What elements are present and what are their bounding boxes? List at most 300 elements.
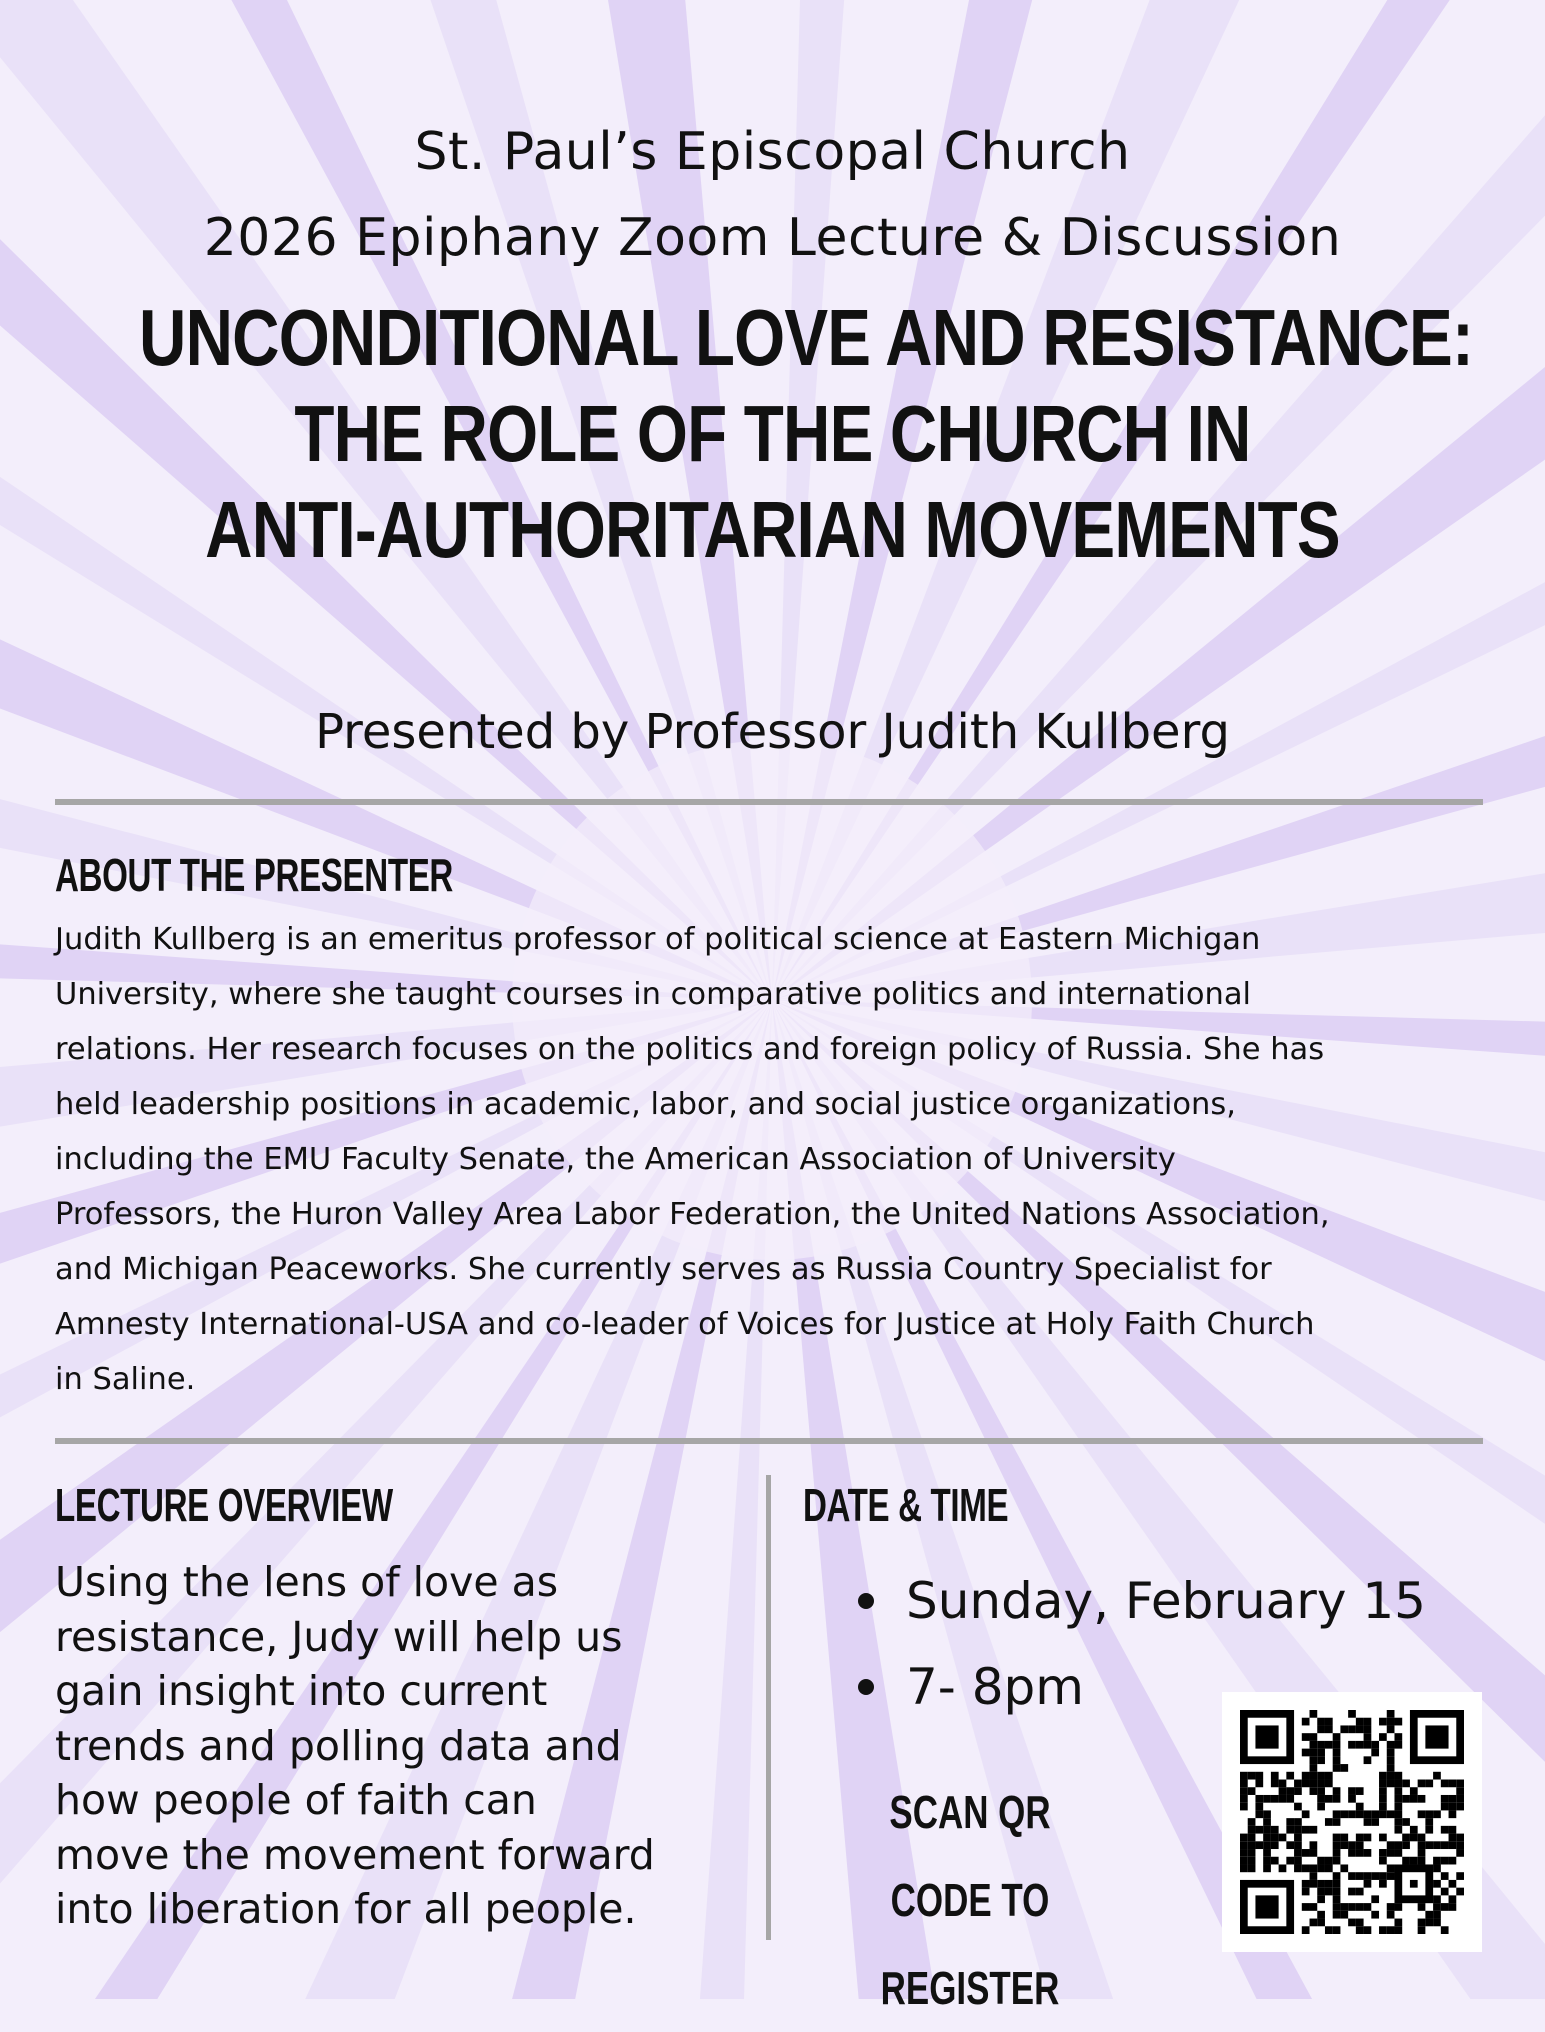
qr-module [1364,1926,1372,1934]
qr-module [1310,1880,1318,1888]
qr-module [1248,1818,1256,1826]
qr-module [1333,1926,1341,1934]
qr-module [1449,1857,1457,1865]
qr-module [1348,1810,1356,1818]
qr-module [1263,1826,1271,1834]
qr-module [1294,1841,1302,1849]
qr-module [1348,1919,1356,1927]
qr-module [1387,1718,1395,1726]
qr-module [1425,1780,1433,1788]
bio-line: held leadership positions in academic, labor, and social justice organizations, [55,1087,1236,1122]
register-instructions [839,1768,1102,2032]
qr-module [1394,1810,1402,1818]
qr-module [1394,1903,1402,1911]
qr-module [1387,1841,1395,1849]
qr-module [1279,1864,1287,1872]
qr-module [1356,1810,1364,1818]
qr-module [1271,1826,1279,1834]
qr-module [1340,1725,1348,1733]
qr-module [1371,1911,1379,1919]
qr-module [1317,1803,1325,1811]
qr-module [1271,1772,1279,1780]
qr-module [1356,1919,1364,1927]
qr-module [1271,1834,1279,1842]
qr-module [1263,1810,1271,1818]
qr-module [1340,1841,1348,1849]
qr-module [1240,1780,1248,1788]
bio-line: and Michigan Peaceworks. She currently serves as Russia Country Specialist for [55,1252,1272,1287]
qr-module [1387,1872,1395,1880]
qr-module [1418,1919,1426,1927]
qr-module [1402,1841,1410,1849]
qr-module [1340,1864,1348,1872]
qr-module [1410,1795,1418,1803]
qr-module [1255,1780,1263,1788]
qr-module [1425,1725,1448,1748]
qr-module [1240,1864,1248,1872]
bio-line: Judith Kullberg is an emeritus professor of political science at Eastern Michigan [55,922,1261,957]
qr-module [1425,1919,1433,1927]
qr-code-icon [1240,1710,1464,1934]
qr-module [1310,1903,1318,1911]
qr-module [1371,1895,1379,1903]
qr-module [1333,1749,1341,1757]
qr-module [1394,1919,1402,1927]
qr-module [1433,1864,1441,1872]
qr-module [1302,1864,1310,1872]
qr-module [1356,1872,1364,1880]
qr-module [1441,1903,1449,1911]
qr-module [1302,1733,1310,1741]
qr-module [1325,1741,1333,1749]
qr-module [1348,1787,1356,1795]
register-line-2: REGISTER [880,1962,1060,2014]
qr-module [1394,1818,1402,1826]
qr-module [1325,1718,1333,1726]
qr-module [1248,1772,1256,1780]
qr-module [1364,1880,1372,1888]
qr-module [1255,1895,1278,1918]
qr-module [1371,1810,1379,1818]
qr-module [1394,1803,1402,1811]
qr-module [1286,1841,1294,1849]
bio-line: Professors, the Huron Valley Area Labor Federation, the United Nations Association, [55,1197,1330,1232]
qr-module [1240,1857,1248,1865]
qr-module [1279,1834,1287,1842]
title-line-3: ANTI-AUTHORITARIAN MOVEMENTS [205,485,1340,574]
qr-module [1441,1857,1449,1865]
qr-module [1317,1895,1325,1903]
qr-module [1441,1826,1449,1834]
qr-module [1356,1903,1364,1911]
qr-module [1317,1780,1325,1788]
qr-module [1387,1772,1395,1780]
qr-module [1279,1795,1287,1803]
qr-module [1364,1872,1372,1880]
qr-module [1340,1810,1348,1818]
qr-module [1248,1834,1256,1842]
qr-module [1364,1818,1372,1826]
qr-module [1418,1903,1426,1911]
qr-module [1433,1903,1441,1911]
qr-module [1255,1795,1263,1803]
qr-module [1310,1841,1318,1849]
qr-module [1317,1741,1325,1749]
qr-module [1333,1810,1341,1818]
qr-module [1387,1810,1395,1818]
qr-module [1286,1818,1294,1826]
qr-module [1340,1911,1348,1919]
qr-module [1263,1864,1271,1872]
qr-module [1364,1741,1372,1749]
qr-module [1310,1749,1318,1757]
presenter-line: Presented by Professor Judith Kullberg [315,704,1230,760]
qr-module [1356,1841,1364,1849]
qr-module [1294,1818,1302,1826]
qr-module [1302,1718,1310,1726]
qr-module [1325,1780,1333,1788]
bullet-icon [858,1679,874,1695]
qr-module [1294,1787,1302,1795]
qr-module [1325,1888,1333,1896]
qr-module [1240,1849,1248,1857]
qr-module [1333,1888,1341,1896]
qr-module [1364,1756,1372,1764]
qr-module [1317,1919,1325,1927]
qr-module [1402,1834,1410,1842]
qr-module [1449,1780,1457,1788]
qr-module [1317,1888,1325,1896]
qr-module [1348,1741,1356,1749]
bio-line: in Saline. [55,1362,196,1397]
overview-line: resistance, Judy will help us [55,1612,623,1661]
qr-module [1394,1795,1402,1803]
overview-line: Using the lens of love as [55,1558,559,1606]
qr-module [1302,1849,1310,1857]
qr-module [1310,1741,1318,1749]
qr-module [1310,1864,1318,1872]
qr-module [1317,1787,1325,1795]
qr-module [1286,1826,1294,1834]
qr-module [1333,1880,1341,1888]
qr-module [1317,1756,1325,1764]
qr-module [1356,1926,1364,1934]
qr-module [1356,1849,1364,1857]
qr-module [1333,1872,1341,1880]
qr-module [1402,1780,1410,1788]
qr-module [1248,1849,1256,1857]
qr-code[interactable] [1222,1692,1482,1952]
qr-module [1340,1903,1348,1911]
qr-module [1348,1841,1356,1849]
qr-module [1433,1857,1441,1865]
qr-module [1433,1880,1441,1888]
qr-module [1456,1834,1464,1842]
qr-module [1325,1772,1333,1780]
qr-module [1364,1718,1372,1726]
bio-line: relations. Her research focuses on the politics and foreign policy of Russia. She has [55,1032,1325,1067]
qr-module [1433,1919,1441,1927]
qr-module [1248,1787,1256,1795]
qr-module [1333,1741,1341,1749]
qr-module [1394,1787,1402,1795]
date-text: Sunday, February 15 [906,1572,1426,1630]
qr-module [1325,1725,1333,1733]
qr-module [1317,1864,1325,1872]
qr-module [1456,1872,1464,1880]
qr-module [1340,1764,1348,1772]
qr-module [1271,1795,1279,1803]
qr-module [1433,1772,1441,1780]
qr-module [1310,1764,1318,1772]
qr-module [1356,1787,1364,1795]
qr-module [1364,1810,1372,1818]
qr-module [1356,1803,1364,1811]
qr-module [1333,1911,1341,1919]
qr-module [1356,1834,1364,1842]
divider-middle [55,1438,1483,1444]
qr-module [1294,1864,1302,1872]
qr-module [1263,1857,1271,1865]
qr-module [1449,1803,1457,1811]
qr-module [1317,1795,1325,1803]
event-series: 2026 Epiphany Zoom Lecture & Discussion [203,208,1342,268]
qr-module [1394,1772,1402,1780]
qr-module [1255,1772,1263,1780]
qr-module [1348,1888,1356,1896]
overview-line: trends and polling data and [55,1721,622,1770]
datetime-heading: DATE & TIME [803,1479,1009,1531]
qr-module [1425,1826,1433,1834]
bio-line: including the EMU Faculty Senate, the American Association of University [55,1142,1176,1177]
qr-module [1310,1710,1318,1718]
qr-module [1333,1733,1341,1741]
qr-module [1271,1841,1279,1849]
qr-module [1379,1795,1387,1803]
qr-module [1387,1725,1395,1733]
qr-module [1248,1841,1256,1849]
qr-module [1294,1834,1302,1842]
qr-module [1441,1780,1449,1788]
qr-module [1286,1857,1294,1865]
qr-module [1279,1780,1287,1788]
qr-module [1394,1780,1402,1788]
overview-heading: LECTURE OVERVIEW [55,1479,393,1531]
qr-module [1302,1888,1310,1896]
qr-module [1441,1795,1449,1803]
bullet-icon [858,1593,874,1609]
qr-module [1356,1718,1364,1726]
qr-module [1325,1880,1333,1888]
qr-module [1441,1841,1449,1849]
qr-module [1310,1772,1318,1780]
qr-module [1379,1857,1387,1865]
bio-line: University, where she taught courses in comparative politics and international [55,977,1251,1012]
qr-module [1456,1888,1464,1896]
qr-module [1410,1880,1418,1888]
qr-module [1456,1803,1464,1811]
church-name: St. Paul’s Episcopal Church [414,122,1131,182]
qr-module [1394,1841,1402,1849]
qr-module [1240,1772,1248,1780]
qr-module [1456,1849,1464,1857]
qr-module [1364,1834,1372,1842]
qr-module [1325,1818,1333,1826]
title-line-2: THE ROLE OF THE CHURCH IN [294,389,1251,478]
qr-module [1379,1880,1387,1888]
qr-module [1302,1826,1310,1834]
qr-module [1240,1795,1248,1803]
qr-module [1449,1810,1457,1818]
qr-module [1387,1749,1395,1757]
qr-module [1286,1795,1294,1803]
qr-module [1364,1725,1372,1733]
qr-module [1348,1849,1356,1857]
qr-module [1418,1810,1426,1818]
qr-module [1263,1834,1271,1842]
qr-module [1263,1795,1271,1803]
qr-module [1387,1741,1395,1749]
qr-module [1441,1888,1449,1896]
qr-module [1325,1926,1333,1934]
qr-module [1333,1857,1341,1865]
qr-module [1325,1857,1333,1865]
qr-module [1425,1818,1433,1826]
qr-module [1294,1780,1302,1788]
qr-module [1333,1834,1341,1842]
qr-module [1302,1810,1310,1818]
qr-module [1263,1841,1271,1849]
qr-module [1371,1741,1379,1749]
title-line-1: UNCONDITIONAL LOVE AND RESISTANCE: [139,293,1474,382]
qr-module [1418,1849,1426,1857]
qr-module [1248,1826,1256,1834]
qr-module [1333,1903,1341,1911]
qr-module [1240,1803,1248,1811]
qr-module [1394,1849,1402,1857]
qr-module [1387,1849,1395,1857]
qr-module [1356,1888,1364,1896]
qr-module [1410,1857,1418,1865]
qr-module [1441,1926,1449,1934]
qr-module [1379,1926,1387,1934]
qr-module [1394,1926,1402,1934]
qr-module [1379,1787,1387,1795]
qr-module [1410,1787,1418,1795]
qr-module [1255,1725,1278,1748]
qr-module [1310,1919,1318,1927]
qr-module [1310,1872,1318,1880]
about-heading: ABOUT THE PRESENTER [55,849,453,901]
qr-module [1255,1841,1263,1849]
qr-module [1263,1818,1271,1826]
qr-module [1441,1803,1449,1811]
qr-module [1325,1795,1333,1803]
qr-module [1402,1795,1410,1803]
qr-module [1348,1725,1356,1733]
qr-module [1418,1857,1426,1865]
qr-module [1387,1710,1395,1718]
qr-module [1449,1841,1457,1849]
qr-module [1387,1926,1395,1934]
qr-module [1387,1780,1395,1788]
qr-module [1449,1880,1457,1888]
qr-module [1271,1780,1279,1788]
qr-module [1394,1718,1402,1726]
qr-module [1433,1895,1441,1903]
qr-module [1394,1826,1402,1834]
qr-module [1379,1733,1387,1741]
qr-module [1310,1780,1318,1788]
qr-module [1394,1733,1402,1741]
qr-module [1310,1733,1318,1741]
qr-module [1433,1911,1441,1919]
qr-module [1333,1787,1341,1795]
qr-module [1271,1857,1279,1865]
qr-module [1364,1733,1372,1741]
qr-module [1418,1780,1426,1788]
qr-module [1379,1718,1387,1726]
qr-module [1240,1841,1248,1849]
overview-line: gain insight into current [55,1667,548,1715]
qr-module [1294,1849,1302,1857]
qr-module [1310,1849,1318,1857]
qr-module [1449,1795,1457,1803]
qr-module [1302,1926,1310,1934]
qr-module [1433,1841,1441,1849]
qr-module [1286,1772,1294,1780]
qr-module [1433,1810,1441,1818]
presenter-bio [55,912,1495,1407]
qr-module [1379,1803,1387,1811]
qr-module [1449,1826,1457,1834]
qr-module [1371,1872,1379,1880]
qr-module [1394,1741,1402,1749]
qr-module [1379,1872,1387,1880]
qr-module [1263,1849,1271,1857]
qr-module [1340,1834,1348,1842]
overview-text [55,1555,715,1937]
column-divider [766,1475,771,1940]
qr-module [1348,1872,1356,1880]
qr-module [1325,1864,1333,1872]
qr-module [1310,1787,1318,1795]
qr-module [1302,1880,1310,1888]
overview-line: how people of faith can [55,1776,537,1824]
qr-module [1333,1818,1341,1826]
qr-module [1240,1787,1248,1795]
qr-module [1240,1834,1248,1842]
qr-module [1333,1849,1341,1857]
qr-module [1449,1903,1457,1911]
bio-line: Amnesty International-USA and co-leader of Voices for Justice at Holy Faith Church [55,1307,1315,1342]
qr-module [1410,1834,1418,1842]
qr-module [1286,1787,1294,1795]
qr-module [1356,1725,1364,1733]
qr-module [1348,1903,1356,1911]
qr-module [1387,1864,1395,1872]
qr-module [1418,1926,1426,1934]
qr-module [1333,1895,1341,1903]
qr-module [1248,1857,1256,1865]
qr-module [1317,1911,1325,1919]
qr-module [1379,1849,1387,1857]
qr-module [1294,1857,1302,1865]
qr-module [1418,1841,1426,1849]
qr-module [1456,1780,1464,1788]
lecture-title [139,290,1474,578]
qr-module [1456,1795,1464,1803]
